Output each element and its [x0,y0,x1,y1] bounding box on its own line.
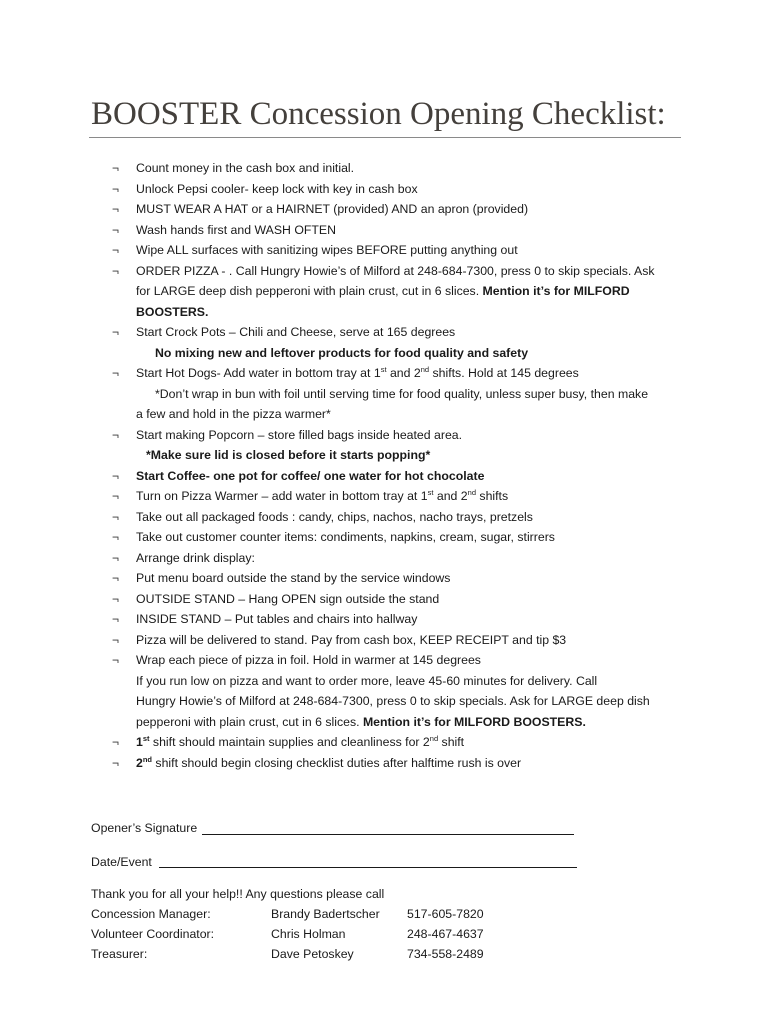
checklist-item [0,630,770,651]
bullet-icon: ¬ [112,489,120,503]
checklist [0,158,770,773]
checklist-item [0,199,770,220]
contacts-intro-text: Thank you for all your help!! Any questions please call [91,887,385,901]
bullet-icon: ¬ [112,612,120,626]
item-text: Start Coffee- one pot for coffee/ one water for hot chocolate [136,468,485,483]
note-text: *Don’t wrap in bun with foil until serving time for food quality, unless super busy, then make [155,386,649,401]
item-text: OUTSIDE STAND – Hang OPEN sign outside the stand [136,591,440,606]
item-continuation [0,691,770,712]
item-text: Hungry Howie’s of Milford at 248-684-7300, press 0 to skip specials. Ask for LARGE deep dish [136,694,650,708]
checklist-item [0,179,770,200]
item-text: pepperoni with plain crust, cut in 6 slices. Mention it’s for MILFORD BOOSTERS. [136,714,586,729]
bullet-icon: ¬ [112,591,120,606]
item-text: ORDER PIZZA - . Call Hungry Howie’s of Milford at 248-684-7300, press 0 to skip specials. Ask [136,263,655,278]
bullet-icon: ¬ [112,161,120,175]
item-text: Wash hands first and WASH OFTEN [136,222,336,237]
item-note [0,404,770,425]
item-text: Take out all packaged foods : candy, chips, nachos, nacho trays, pretzels [136,509,533,524]
item-text: Start Hot Dogs- Add water in bottom tray at 1st and 2nd shifts. Hold at 145 degrees [136,365,579,380]
item-text: Unlock Pepsi cooler- keep lock with key in cash box [136,181,418,196]
contacts-intro [91,884,731,904]
bullet-icon: ¬ [112,222,120,237]
item-text: Pizza will be delivered to stand. Pay from cash box, KEEP RECEIPT and tip $3 [136,632,567,647]
contacts-section [91,884,731,964]
item-continuation [0,281,770,302]
emphasis-text: BOOSTERS. [136,304,209,319]
bullet-icon: ¬ [112,632,120,647]
bullet-icon: ¬ [112,325,120,339]
contact-name: Chris Holman [271,927,346,941]
item-continuation [0,671,770,692]
title-underline [89,137,681,138]
checklist-item [0,527,770,548]
item-text: If you run low on pizza and want to order more, leave 45-60 minutes for delivery. Call [136,673,598,688]
checklist-item [0,363,770,384]
checklist-item [0,507,770,528]
item-text: Count money in the cash box and initial. [136,161,355,175]
checklist-item [0,322,770,343]
checklist-item [0,158,770,179]
bullet-icon: ¬ [112,571,120,585]
checklist-item [0,466,770,487]
contact-phone: 734-558-2489 [407,947,484,961]
checklist-item [0,753,770,774]
checklist-item [0,220,770,241]
item-note [0,384,770,405]
item-text: 2nd shift should begin closing checklist duties after halftime rush is over [136,754,522,770]
checklist-item [0,261,770,282]
item-text: 1st shift should maintain supplies and cleanliness for 2nd shift [136,734,465,749]
item-text: Turn on Pizza Warmer – add water in bottom tray at 1st and 2nd shifts [136,488,509,503]
item-text: INSIDE STAND – Put tables and chairs into hallway [136,612,418,626]
checklist-item [0,732,770,753]
contact-name: Dave Petoskey [271,947,354,961]
checklist-item [0,650,770,671]
contact-row [91,924,731,944]
bullet-icon: ¬ [112,202,120,216]
bullet-icon: ¬ [112,366,120,380]
item-text: for LARGE deep dish pepperoni with plain crust, cut in 6 slices. Mention it’s for MILFORD [136,284,630,298]
item-text: Wipe ALL surfaces with sanitizing wipes BEFORE putting anything out [136,243,518,257]
checklist-item [0,548,770,569]
opener-signature-line[interactable] [202,834,574,835]
item-continuation [0,712,770,733]
contact-phone: 248-467-4637 [407,927,484,941]
contact-role: Treasurer: [91,947,148,961]
checklist-item [0,486,770,507]
bullet-icon: ¬ [112,735,120,749]
item-note [0,343,770,364]
item-text: Start Crock Pots – Chili and Cheese, serve at 165 degrees [136,325,456,339]
item-text: Arrange drink display: [136,550,255,565]
contact-role: Concession Manager: [91,907,211,921]
item-text: Put menu board outside the stand by the service windows [136,571,451,585]
checklist-item [0,425,770,446]
contact-phone: 517-605-7820 [407,907,484,921]
checklist-item [0,568,770,589]
bullet-icon: ¬ [112,653,120,667]
bullet-icon: ¬ [112,530,120,544]
emphasis-text: Mention it’s for MILFORD BOOSTERS. [362,714,586,729]
item-note [0,445,770,466]
item-text: MUST WEAR A HAT or a HAIRNET (provided) AND an apron (provided) [136,202,529,216]
item-text: Wrap each piece of pizza in foil. Hold in warmer at 145 degrees [136,653,481,667]
date-event-line[interactable] [159,867,577,868]
opener-signature-label: Opener’s Signature [91,821,198,835]
page-title: BOOSTER Concession Opening Checklist: [91,96,666,132]
checklist-item [0,589,770,610]
bullet-icon: ¬ [112,243,120,257]
bullet-icon: ¬ [112,263,120,278]
emphasis-text: Mention it’s for MILFORD [482,284,630,298]
note-text: a few and hold in the pizza warmer* [136,407,331,421]
contact-role: Volunteer Coordinator: [91,927,215,941]
item-continuation [0,302,770,323]
contact-row [91,944,731,964]
bullet-icon: ¬ [112,550,120,565]
checklist-item [0,240,770,261]
bullet-icon: ¬ [112,509,120,524]
note-text: No mixing new and leftover products for food quality and safety [155,345,529,360]
item-text: Take out customer counter items: condiments, napkins, cream, sugar, stirrers [136,530,555,544]
note-text: *Make sure lid is closed before it starts popping* [146,448,431,462]
checklist-item [0,609,770,630]
bullet-icon: ¬ [112,468,120,483]
contact-row [91,904,731,924]
date-event-label: Date/Event [91,855,152,869]
contact-name: Brandy Badertscher [271,907,380,921]
bullet-icon: ¬ [112,755,120,770]
bullet-icon: ¬ [112,427,120,442]
bullet-icon: ¬ [112,181,120,196]
item-text: Start making Popcorn – store filled bags inside heated area. [136,427,463,442]
